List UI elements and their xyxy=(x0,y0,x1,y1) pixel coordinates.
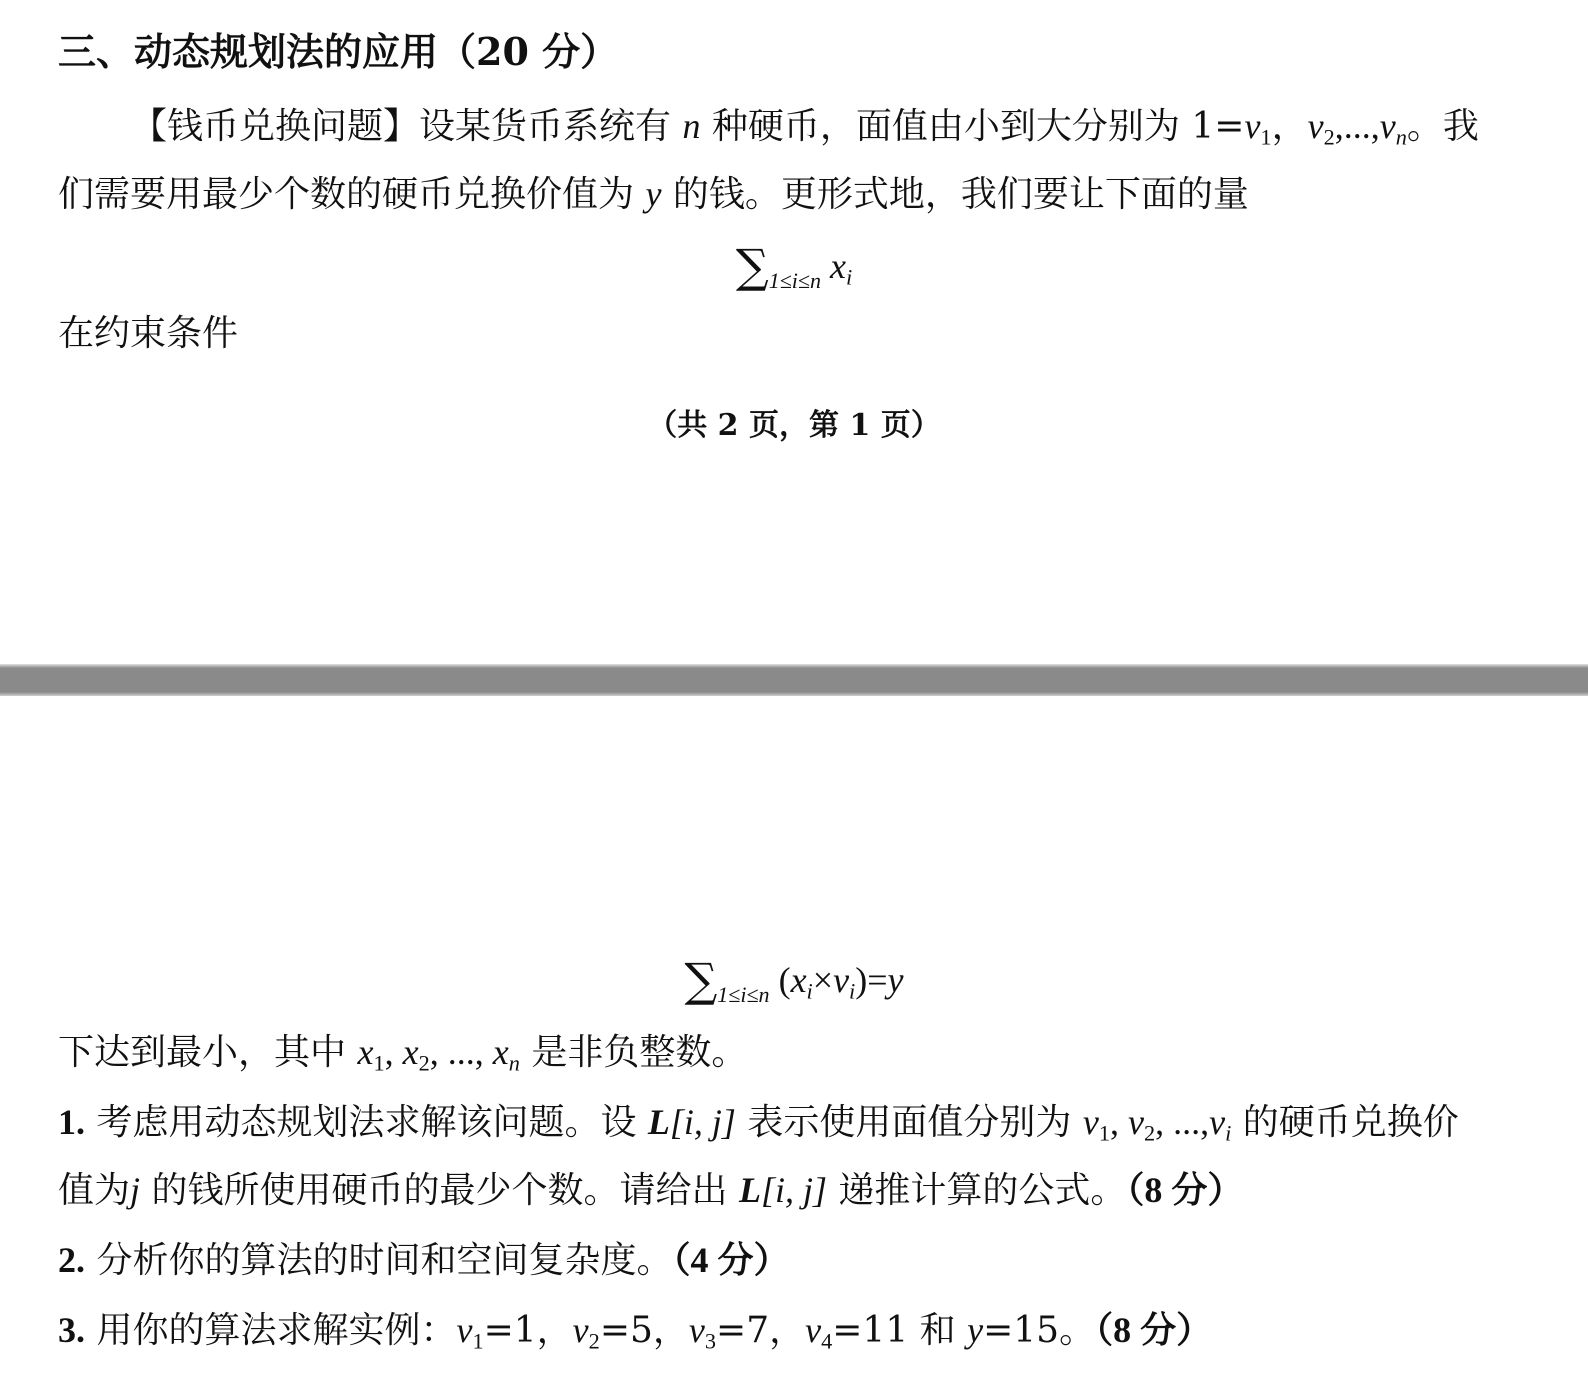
question-score: （8 分） xyxy=(1126,1170,1244,1210)
sum-range: 1≤i≤n xyxy=(717,982,770,1007)
sum-range: 1≤i≤n xyxy=(768,268,821,293)
minimize-statement: 下达到最小，其中 $x_1$, $x_2$, ..., $x_n$ 是非负整数。 xyxy=(58,1032,748,1076)
objective-formula: $\sum_{1\le i\le n}$ $x_i$ xyxy=(735,239,853,293)
problem-text-a: 种硬币，面值由小到大分别为 1= xyxy=(700,106,1245,147)
sigma-symbol: ∑ xyxy=(735,239,769,293)
page-separator xyxy=(0,664,1588,696)
sigma-symbol: ∑ xyxy=(684,953,718,1007)
problem-lead: 【钱币兑换问题】设某货币系统有 xyxy=(131,106,672,147)
question-1-line-2: 值为j 的钱所使用硬币的最少个数。请给出 L[i, j] 递推计算的公式。（8 分） xyxy=(58,1170,1244,1211)
constraint-label: 在约束条件 xyxy=(58,313,239,354)
question-1-line-1: 1. 考虑用动态规划法求解该问题。设 L[i, j] 表示使用面值分别为 $v_1$, $v_2$, $...,v_i$ 的硬币兑换价 xyxy=(58,1102,1459,1146)
problem-text-b: 。我 xyxy=(1406,106,1479,147)
question-number: 1. xyxy=(58,1102,85,1142)
document-page-2 xyxy=(0,696,1588,1400)
section-heading: 三、动态规划法的应用（20 分） xyxy=(58,29,619,74)
var-n: n xyxy=(682,106,701,146)
problem-statement-line-2: 们需要用最少个数的硬币兑换价值为 y 的钱。更形式地，我们要让下面的量 xyxy=(58,174,1249,215)
problem-statement-line-1: 【钱币兑换问题】设某货币系统有 n 种硬币，面值由小到大分别为 $1=v_1$，$v_2,...,v_n$。我 xyxy=(131,106,1479,150)
question-2: 2. 分析你的算法的时间和空间复杂度。（4 分） xyxy=(58,1240,790,1281)
question-score: （8 分） xyxy=(1095,1310,1213,1350)
document-page-1 xyxy=(0,0,1588,664)
constraint-formula: $\sum_{1\le i\le n}$ $(x_i\times v_i)=y$ xyxy=(684,953,904,1007)
page-footer: （共 2 页，第 1 页） xyxy=(647,408,941,443)
var-y: y xyxy=(645,174,662,214)
question-number: 3. xyxy=(58,1310,85,1350)
question-score: （4 分） xyxy=(672,1240,790,1280)
question-3: 3. 用你的算法求解实例：$v_1=1$，$v_2=5$，$v_3=7$，$v_4=11$ 和 y=15。（8 分） xyxy=(58,1310,1213,1354)
question-number: 2. xyxy=(58,1240,85,1280)
